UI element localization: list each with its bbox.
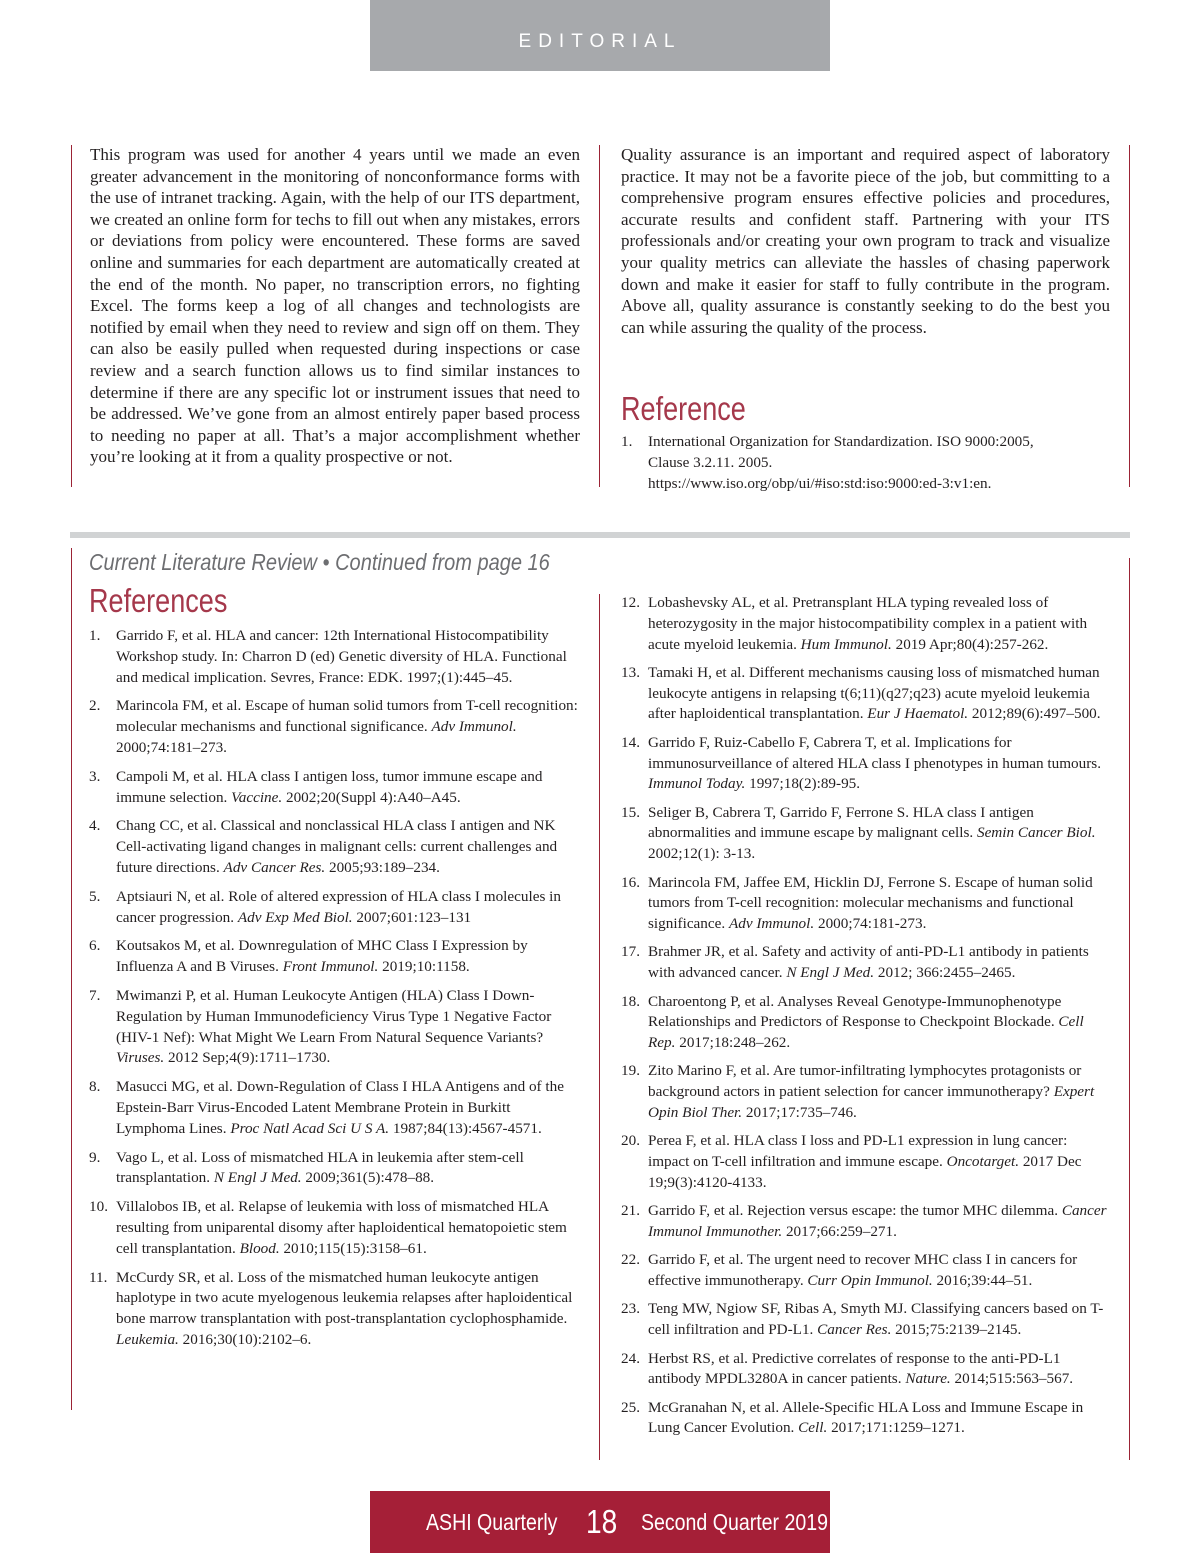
section-label: EDITORIAL — [518, 31, 682, 52]
reference-citation: Koutsakos M, et al. Downregulation of MHC Class I Expression by Influenza A and B Viruses. — [116, 937, 528, 976]
reference-citation: Zito Marino F, et al. Are tumor-infiltrating lymphocytes protagonists or background actors in patient selection for cancer immunotherapy? — [648, 1062, 1082, 1101]
reference-item — [89, 1268, 581, 1351]
reference-journal: Vaccine. — [231, 788, 283, 806]
reference-text — [648, 1201, 1111, 1243]
reference-volume: 2016;39:44–51. — [936, 1272, 1033, 1290]
reference-item — [621, 432, 1061, 494]
editorial-right-column — [621, 144, 1110, 338]
reference-journal: Eur J Haematol. — [867, 705, 969, 723]
reference-volume: 2000;74:181–273. — [116, 738, 227, 756]
reference-volume: 2012 Sep;4(9):1711–1730. — [168, 1049, 331, 1067]
reference-text — [648, 1349, 1111, 1391]
reference-text — [116, 1268, 581, 1351]
editorial-right-paragraph: Quality assurance is an important and required aspect of laboratory practice. It may not be a favorite piece of the job, but committing to a comprehensive program ensures effective policies and procedures, accurate results and confident staff. Partnering with your ITS professionals and/or creating your own program to track and visualize your quality metrics can alleviate the hassles of chasing paperwork down and make it easier for staff to fully contribute in the program. Above all, quality assurance is constantly seeking to do the best you can while assuring the quality of the process. — [621, 145, 1110, 337]
reference-number: 21. — [621, 1202, 640, 1220]
reference-citation: Herbst RS, et al. Predictive correlates of response to the anti-PD-L1 antibody MPDL3280A in cancer patients. — [648, 1349, 1061, 1388]
reference-text — [116, 626, 581, 688]
reference-item — [89, 936, 581, 978]
reference-text — [648, 1061, 1111, 1123]
reference-text — [116, 1197, 581, 1259]
reference-text — [116, 1077, 581, 1139]
reference-volume: 1987;84(13):4567-4571. — [392, 1119, 542, 1137]
reference-text — [648, 733, 1111, 795]
reference-text — [116, 767, 581, 809]
reference-journal: Cancer Immunol Immunother. — [648, 1202, 1107, 1241]
reference-item — [621, 803, 1111, 865]
reference-number: 2. — [89, 697, 101, 715]
reference-section — [621, 390, 1061, 494]
reference-text — [116, 1148, 581, 1190]
reference-item — [621, 1398, 1111, 1440]
center-column-rule — [599, 145, 600, 487]
reference-number: 13. — [621, 663, 640, 681]
section-header-tab — [370, 0, 830, 71]
reference-number: 11. — [89, 1268, 108, 1286]
reference-text — [116, 887, 581, 929]
footer-page-number: 18 — [586, 1503, 618, 1540]
reference-number: 18. — [621, 992, 640, 1010]
reference-citation: Villalobos IB, et al. Relapse of leukemia with loss of mismatched HLA resulting from uniparental disomy after haploidentical hematopoietic stem cell transplantation. — [116, 1198, 567, 1257]
reference-text — [648, 1250, 1111, 1292]
reference-number: 10. — [89, 1198, 108, 1216]
reference-citation: Mwimanzi P, et al. Human Leukocyte Antigen (HLA) Class I Down-Regulation by Human Immunodeficiency Virus Type 1 Negative Factor (HIV-1 Nef): What Might We Learn From Natural Sequence Variants? — [116, 986, 552, 1046]
reference-citation: Teng MW, Ngiow SF, Ribas A, Smyth MJ. Classifying cancers based on T-cell infiltration and PD-L1. — [648, 1300, 1104, 1339]
reference-citation: Aptsiauri N, et al. Role of altered expression of HLA class I molecules in cancer progression. — [116, 887, 561, 926]
reference-item — [89, 1077, 581, 1139]
reference-citation: Garrido F, et al. HLA and cancer: 12th International Histocompatibility Workshop study. In: Charron D (ed) Genetic diversity of HLA. Functional and medical implication. Sevres, France: EDK. 1997;(1):445–45. — [116, 627, 567, 686]
reference-item — [621, 1131, 1111, 1193]
reference-text — [648, 873, 1111, 935]
reference-item — [89, 767, 581, 809]
reference-journal: Cell. — [798, 1419, 828, 1437]
reference-item — [621, 663, 1111, 725]
reference-volume: 2017;17:735–746. — [745, 1104, 857, 1122]
reference-text — [116, 696, 581, 758]
reference-item — [621, 992, 1111, 1054]
reference-citation: Garrido F, Ruiz-Cabello F, Cabrera T, et al. Implications for immunosurveillance of altered HLA class I phenotypes in human tumours. — [648, 733, 1101, 772]
reference-item — [89, 816, 581, 878]
literature-left-column — [89, 549, 581, 1351]
reference-item — [621, 1250, 1111, 1292]
lit-right-rule — [1129, 558, 1130, 1460]
footer-issue: Second Quarter 2019 — [641, 1509, 828, 1535]
reference-text — [648, 803, 1111, 865]
left-column-rule — [71, 145, 72, 487]
reference-item — [89, 1148, 581, 1190]
reference-number: 9. — [89, 1148, 101, 1166]
reference-volume: 2019 Apr;80(4):257-262. — [895, 635, 1049, 653]
reference-journal: Blood. — [239, 1239, 280, 1257]
reference-journal: Semin Cancer Biol. — [976, 824, 1096, 842]
reference-citation: Marincola FM, Jaffee EM, Hicklin DJ, Ferrone S. Escape of human solid tumors from T-cell recognition: molecular mechanisms and functional significance. — [648, 873, 1093, 933]
reference-item — [89, 1197, 581, 1259]
reference-number: 1. — [621, 433, 633, 450]
reference-number: 15. — [621, 803, 640, 821]
reference-text: International Organization for Standardization. ISO 9000:2005, Clause 3.2.11. 2005. https://www.iso.org/obp/ui/#iso:std:iso:9000:ed-3:v1:en. — [648, 433, 1034, 492]
literature-right-column — [621, 593, 1111, 1439]
reference-volume: 2017;18:248–262. — [679, 1034, 791, 1052]
reference-text — [648, 1398, 1111, 1440]
reference-number: 1. — [89, 627, 101, 644]
reference-text — [648, 1299, 1111, 1341]
reference-text — [648, 663, 1111, 725]
reference-citation: McCurdy SR, et al. Loss of the mismatched human leukocyte antigen haplotype in two acute myelogenous leukemia relapses after haploidentical bone marrow transplantation with post-transplantation cyclophosphamide. — [116, 1268, 573, 1328]
reference-text — [116, 986, 581, 1069]
right-column-rule — [1129, 145, 1130, 487]
reference-volume: 2000;74:181-273. — [817, 915, 927, 933]
reference-journal: Front Immunol. — [282, 958, 379, 976]
reference-volume: 2002;20(Suppl 4):A40–A45. — [285, 788, 461, 806]
reference-volume: 2012;89(6):497–500. — [971, 705, 1101, 723]
reference-number: 4. — [89, 817, 101, 835]
reference-number: 16. — [621, 873, 640, 891]
reference-journal: Adv Immunol. — [431, 718, 517, 736]
reference-journal: N Engl J Med. — [213, 1169, 302, 1187]
continued-subhead: Current Literature Review • Continued from page 16 — [89, 549, 550, 575]
reference-citation: Chang CC, et al. Classical and nonclassical HLA class I antigen and NK Cell-activating ligand changes in malignant cells: current challenges and future directions. — [116, 817, 558, 876]
reference-volume: 2019;10:1158. — [382, 958, 470, 976]
reference-number: 23. — [621, 1300, 640, 1318]
reference-volume: 2005;93:189–234. — [328, 858, 440, 876]
references-heading: References — [89, 582, 228, 619]
reference-item — [89, 626, 581, 688]
reference-citation: Garrido F, et al. The urgent need to recover MHC class I in cancers for effective immunotherapy. — [648, 1251, 1078, 1290]
reference-volume: 2017;66:259–271. — [785, 1223, 897, 1241]
footer-publication: ASHI Quarterly — [426, 1509, 558, 1535]
reference-journal: Hum Immunol. — [800, 635, 892, 653]
reference-journal: Expert Opin Biol Ther. — [648, 1083, 1095, 1122]
reference-volume: 2016;30(10):2102–6. — [182, 1330, 312, 1348]
reference-volume: 2002;12(1): 3-13. — [648, 845, 756, 863]
reference-journal: Cell Rep. — [648, 1013, 1084, 1052]
reference-journal: Proc Natl Acad Sci U S A. — [230, 1119, 390, 1137]
reference-number: 17. — [621, 943, 640, 961]
reference-citation: Garrido F, et al. Rejection versus escape: the tumor MHC dilemma. — [648, 1202, 1059, 1220]
reference-text — [116, 936, 581, 978]
reference-item — [621, 1349, 1111, 1391]
reference-citation: Campoli M, et al. HLA class I antigen loss, tumor immune escape and immune selection. — [116, 767, 543, 806]
reference-citation: Brahmer JR, et al. Safety and activity of anti-PD-L1 antibody in patients with advanced cancer. — [648, 943, 1089, 982]
reference-item — [621, 1201, 1111, 1243]
reference-volume: 2012; 366:2455–2465. — [877, 964, 1016, 982]
reference-citation: Tamaki H, et al. Different mechanisms causing loss of mismatched human leukocyte antigens in relapsing t(6;11)(q27;q23) acute myeloid leukemia after haploidentical transplantation. — [648, 663, 1100, 723]
reference-citation: Vago L, et al. Loss of mismatched HLA in leukemia after stem-cell transplantation. — [116, 1148, 524, 1187]
reference-item — [621, 942, 1111, 984]
reference-citation: McGranahan N, et al. Allele-Specific HLA Loss and Immune Escape in Lung Cancer Evolution. — [648, 1398, 1084, 1437]
reference-text — [648, 1131, 1111, 1193]
reference-item — [89, 986, 581, 1069]
reference-item — [621, 1299, 1111, 1341]
reference-journal: N Engl J Med. — [786, 964, 875, 982]
reference-volume: 2007;601:123–131 — [356, 908, 472, 926]
reference-citation: Marincola FM, et al. Escape of human solid tumors from T-cell recognition: molecular mechanisms and functional significance. — [116, 697, 578, 736]
reference-number: 19. — [621, 1062, 640, 1080]
reference-number: 6. — [89, 937, 101, 955]
reference-journal: Adv Immunol. — [728, 915, 815, 933]
editorial-left-column — [90, 144, 580, 468]
reference-journal: Adv Cancer Res. — [223, 858, 326, 876]
reference-number: 3. — [89, 767, 101, 785]
reference-journal: Adv Exp Med Biol. — [237, 908, 353, 926]
lit-left-rule — [71, 548, 72, 1410]
reference-number: 8. — [89, 1078, 101, 1096]
reference-heading: Reference — [621, 390, 746, 427]
reference-volume: 2010;115(15):3158–61. — [283, 1239, 427, 1257]
reference-volume: 1997;18(2):89-95. — [749, 775, 861, 793]
reference-citation: Seliger B, Cabrera T, Garrido F, Ferrone S. HLA class I antigen abnormalities and immune escape by malignant cells. — [648, 803, 1034, 842]
reference-number: 14. — [621, 733, 640, 751]
page-footer — [370, 1491, 830, 1553]
references-list-left — [89, 626, 581, 1351]
reference-volume: 2014;515:563–567. — [954, 1370, 1074, 1388]
reference-number: 5. — [89, 887, 101, 905]
section-divider — [70, 532, 1130, 538]
reference-journal: Viruses. — [116, 1049, 165, 1067]
reference-item — [621, 733, 1111, 795]
reference-number: 7. — [89, 986, 101, 1004]
reference-volume: 2017 Dec 19;9(3):4120-4133. — [648, 1153, 1082, 1191]
reference-number: 20. — [621, 1132, 640, 1150]
reference-item — [621, 1061, 1111, 1123]
reference-item — [621, 593, 1111, 655]
reference-citation: Masucci MG, et al. Down-Regulation of Class I HLA Antigens and of the Epstein-Barr Virus-Encoded Latent Membrane Protein in Burkitt Lymphoma Lines. — [116, 1078, 564, 1137]
reference-item — [89, 696, 581, 758]
reference-journal: Cancer Res. — [817, 1321, 892, 1339]
reference-item — [89, 887, 581, 929]
reference-number: 24. — [621, 1349, 640, 1367]
reference-text — [648, 992, 1111, 1054]
reference-citation: Perea F, et al. HLA class I loss and PD-L1 expression in lung cancer: impact on T-cell infiltration and immune escape. — [648, 1132, 1068, 1171]
reference-volume: 2015;75:2139–2145. — [895, 1321, 1022, 1339]
reference-number: 25. — [621, 1398, 640, 1416]
lit-center-rule — [599, 594, 600, 1460]
reference-number: 12. — [621, 594, 640, 611]
reference-text — [648, 942, 1111, 984]
reference-journal: Curr Opin Immunol. — [807, 1272, 933, 1290]
reference-journal: Oncotarget. — [946, 1153, 1020, 1171]
reference-text — [116, 816, 581, 878]
reference-text — [648, 593, 1111, 655]
editorial-left-paragraph: This program was used for another 4 years until we made an even greater advancement in the monitoring of nonconformance forms with the use of intranet tracking. Again, with the help of our ITS department, we created an online form for techs to fill out when any mistakes, errors or deviations from policy were encountered. These forms are saved online and summaries for each department are automatically created at the end of the month. No paper, no transcription errors, no fighting Excel. The forms keep a log of all changes and technologists are notified by email when they need to review and sign off on them. They can also be easily pulled when requested during inspections or case review and a search function allows us to find similar instances to determine if there are any specific lot or instrument issues that need to be addressed. We’ve gone from an almost entirely paper based process to needing no paper at all. That’s a major accomplishment whether you’re looking at it from a quality prospective or not. — [90, 145, 581, 467]
reference-journal: Immunol Today. — [648, 775, 746, 793]
reference-citation: Lobashevsky AL, et al. Pretransplant HLA typing revealed loss of heterozygosity in the major histocompatibility complex in a patient with acute myeloid leukemia. — [648, 594, 1088, 653]
reference-volume: 2017;171:1259–1271. — [831, 1419, 965, 1437]
references-list-right — [621, 593, 1111, 1439]
reference-journal: Nature. — [905, 1370, 951, 1388]
reference-journal: Leukemia. — [116, 1330, 179, 1348]
reference-volume: 2009;361(5):478–88. — [305, 1169, 435, 1187]
reference-number: 22. — [621, 1251, 640, 1269]
reference-item — [621, 873, 1111, 935]
reference-citation: Charoentong P, et al. Analyses Reveal Genotype-Immunophenotype Relationships and Predictors of Response to Checkpoint Blockade. — [648, 992, 1062, 1031]
